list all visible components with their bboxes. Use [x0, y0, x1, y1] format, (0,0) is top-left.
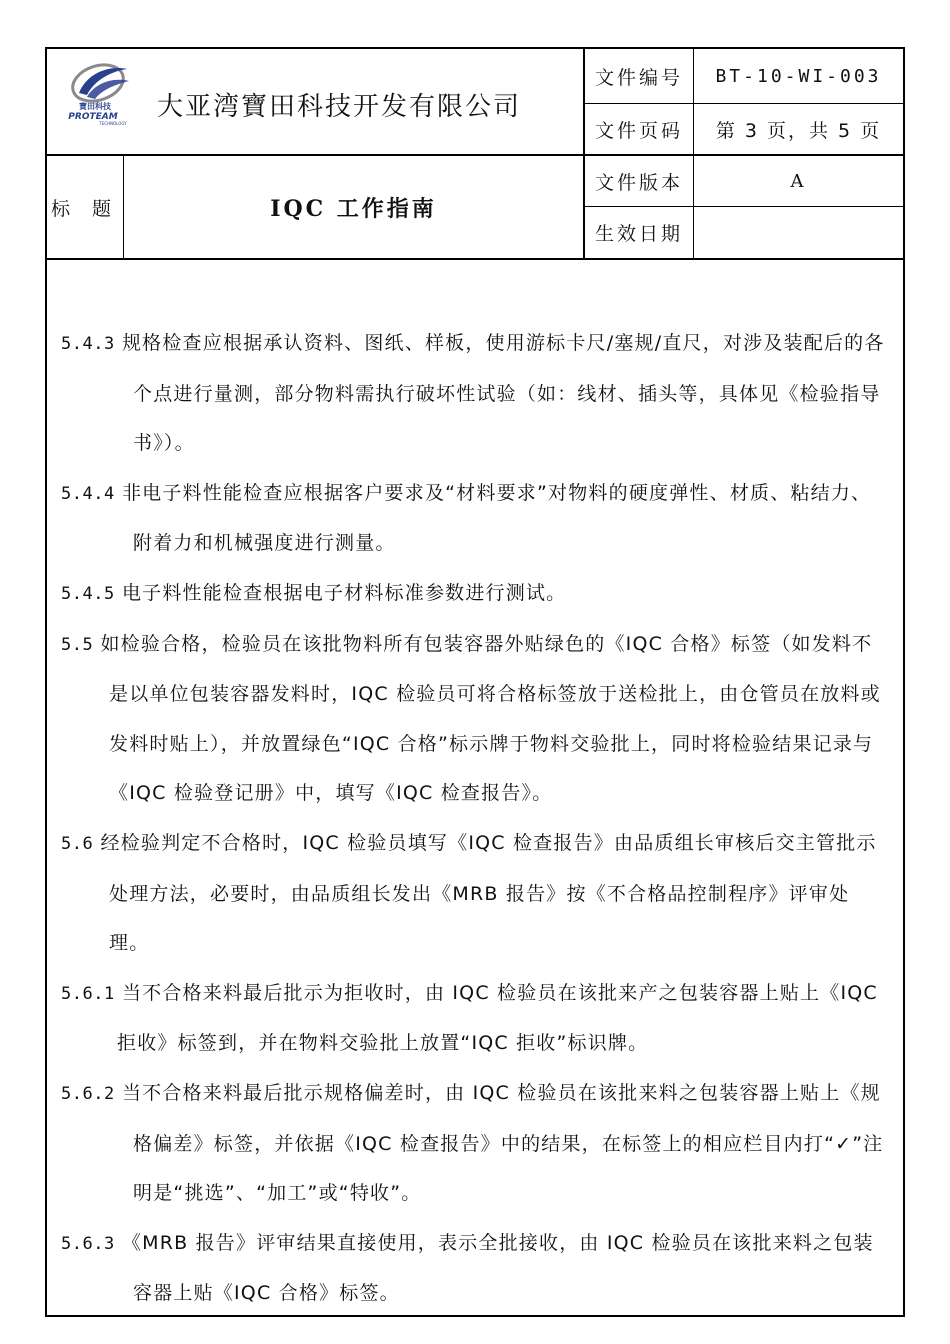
clause-5-6 — [61, 819, 887, 969]
version-label: 文件版本 — [594, 171, 683, 194]
document-body — [61, 319, 887, 1319]
clause-5-5 — [61, 620, 887, 819]
page-number-label: 文件页码 — [594, 119, 683, 142]
clause-text: 《MRB 报告》评审结果直接使用，表示全批接收，由 IQC 检验员在该批来料之包装容器上贴《IQC 合格》标签。 — [121, 1231, 874, 1305]
document-header-table — [47, 49, 903, 259]
page-number-value: 第 3 页，共 5 页 — [715, 119, 882, 142]
svg-text:PROTEAM: PROTEAM — [68, 112, 118, 122]
clause-text: 电子料性能检查根据电子材料标准参数进行测试。 — [121, 581, 567, 604]
clause-number: 5.6.1 — [61, 983, 115, 1004]
clause-text: 当不合格来料最后批示规格偏差时，由 IQC 检验员在该批来料之包装容器上贴上《规格偏差》标签，并依据《IQC 检查报告》中的结果，在标签上的相应栏目内打“✓”注明是“挑选”、“加工”或“特收”。 — [121, 1081, 884, 1205]
version-value: A — [790, 170, 807, 192]
clause-text: 经检验判定不合格时，IQC 检验员填写《IQC 检查报告》由品质组长审核后交主管批示处理方法，必要时，由品质组长发出《MRB 报告》按《不合格品控制程序》评审处理。 — [100, 831, 877, 955]
clause-5-4-3 — [61, 319, 887, 469]
clause-number: 5.4.5 — [61, 583, 115, 604]
clause-text: 规格检查应根据承认资料、图纸、样板，使用游标卡尺/塞规/直尺，对涉及装配后的各个点进行量测，部分物料需执行破坏性试验（如：线材、插头等，具体见《检验指导书》）。 — [121, 332, 885, 455]
clause-text: 非电子料性能检查应根据客户要求及“材料要求”对物料的硬度弹性、材质、粘结力、附着力和机械强度进行测量。 — [121, 481, 872, 555]
document-frame — [45, 47, 905, 1317]
clause-5-6-3 — [61, 1219, 887, 1319]
subject-label: 标 题 — [50, 197, 120, 220]
company-logo — [65, 55, 135, 127]
effective-date-label: 生效日期 — [594, 223, 683, 245]
clause-5-4-5 — [61, 569, 887, 620]
clause-number: 5.5 — [61, 634, 94, 655]
clause-number: 5.6.3 — [61, 1233, 115, 1254]
clause-number: 5.4.3 — [61, 334, 115, 354]
clause-number: 5.6.2 — [61, 1083, 115, 1104]
clause-text: 如检验合格，检验员在该批物料所有包装容器外贴绿色的《IQC 合格》标签（如发料不是以单位包装容器发料时，IQC 检验员可将合格标签放于送检批上，由仓管员在放料或发料时贴上），并放置绿色“IQC 合格”标示牌于物料交验批上，同时将检验结果记录与《IQC 检验登记册》中，填写《IQC 检查报告》。 — [100, 632, 881, 805]
clause-5-6-2 — [61, 1069, 887, 1219]
doc-number-label: 文件编号 — [594, 66, 683, 89]
effective-date-value — [694, 207, 903, 258]
doc-number-value: BT-10-WI-003 — [715, 65, 882, 87]
svg-text:寶田科技: 寶田科技 — [79, 102, 111, 111]
clause-number: 5.6 — [61, 833, 94, 854]
document-title: IQC 工作指南 — [270, 195, 437, 222]
clause-5-4-4 — [61, 469, 887, 569]
clause-5-6-1 — [61, 969, 887, 1069]
clause-text: 当不合格来料最后批示为拒收时，由 IQC 检验员在该批来产之包装容器上贴上《IQC 拒收》标签到，并在物料交验批上放置“IQC 拒收”标识牌。 — [117, 981, 878, 1055]
company-name: 大亚湾寶田科技开发有限公司 — [157, 91, 522, 122]
clause-number: 5.4.4 — [61, 483, 115, 504]
svg-text:TECHNOLOGY: TECHNOLOGY — [99, 121, 127, 126]
